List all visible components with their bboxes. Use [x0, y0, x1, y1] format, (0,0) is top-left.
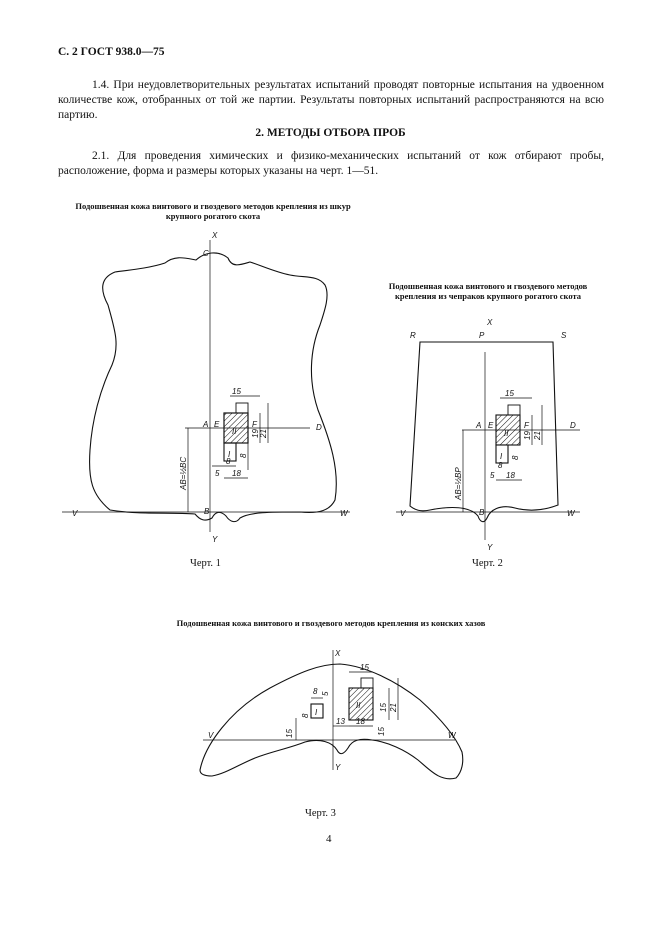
figure-1-dim-8h: 8	[226, 457, 231, 466]
figure-1-label-b: B	[204, 507, 210, 516]
figure-2-caption: Черт. 2	[472, 558, 503, 569]
figure-1-label-ab: AB=½BC	[179, 456, 188, 490]
figure-2-dim-15: 15	[505, 389, 514, 398]
figure-1-label-y: Y	[212, 535, 218, 544]
figure-1-label-f: F	[252, 420, 257, 429]
figure-1-dim-8v: 8	[239, 453, 248, 458]
figure-3-dim-15c: 15	[377, 727, 386, 736]
figure-3-dim-21: 21	[389, 703, 398, 712]
figure-1-label-v: V	[72, 509, 78, 518]
figure-3-dim-13: 13	[336, 717, 345, 726]
figure-3-dim-8a: 8	[313, 687, 318, 696]
figure-1-dim-19: 19	[251, 429, 260, 438]
figure-2-dim-5: 5	[490, 471, 495, 480]
figure-2-label-p: P	[479, 331, 485, 340]
figure-1-label-d: D	[316, 423, 322, 432]
figure-2-label-ii: II	[504, 429, 509, 438]
figure-3-label-w: W	[448, 731, 456, 740]
section-title: 2. МЕТОДЫ ОТБОРА ПРОБ	[255, 127, 406, 139]
figure-2-label-ab: AB=½BP	[454, 467, 463, 500]
figure-1-dim-21: 21	[259, 429, 268, 438]
figure-3-dim-15b: 15	[379, 703, 388, 712]
figure-2-label-s: S	[561, 331, 567, 340]
figure-1-dim-18: 18	[232, 469, 241, 478]
figure-2-label-v: V	[400, 509, 406, 518]
figure-2-dim-8v: 8	[511, 455, 520, 460]
figure-3-dim-15d: 15	[285, 729, 294, 738]
figure-3-dim-18: 18	[356, 717, 365, 726]
figure-3-dim-5: 5	[321, 691, 330, 696]
figure-3-label-i: I	[315, 708, 318, 717]
paragraph-1-4: 1.4. При неудовлетворительных результатах испытаний проводят повторные испытания на удвоенном количестве кож, отобранных от той же партии. Результаты повторных испытаний распространяются на всю партию.	[58, 79, 604, 121]
figure-2-dim-19: 19	[523, 431, 532, 440]
page-header: С. 2 ГОСТ 938.0—75	[58, 46, 165, 58]
figure-1-dim-5: 5	[215, 469, 220, 478]
figure-3-label-x: X	[335, 649, 341, 658]
figure-1-hide-outline	[90, 253, 337, 522]
figure-2-label-x: X	[487, 318, 493, 327]
figure-2-label-a: A	[476, 421, 482, 430]
figure-3-label-ii: II	[356, 701, 361, 710]
figure-2-label-w: W	[567, 509, 575, 518]
figure-1-label-w: W	[340, 509, 348, 518]
figure-1-dim-15: 15	[232, 387, 241, 396]
figure-3-caption: Черт. 3	[305, 808, 336, 819]
figure-1-label-a: A	[203, 420, 209, 429]
figure-1-title: Подошвенная кожа винтового и гвоздевого методов крепления из шкур крупного рогатого скота	[75, 201, 351, 221]
figure-2-dim-21: 21	[533, 431, 542, 440]
figure-3-dim-15a: 15	[360, 663, 369, 672]
figure-3-sample-2	[349, 688, 373, 720]
page-number: 4	[326, 833, 332, 845]
figure-2-label-b: B	[479, 508, 485, 517]
figure-3-hide-outline	[200, 664, 463, 779]
figure-3-title: Подошвенная кожа винтового и гвоздевого методов крепления из конских хазов	[176, 618, 486, 628]
figure-2-drawing	[396, 318, 580, 552]
figure-2-label-e: E	[488, 421, 494, 430]
figure-1-label-i: I	[228, 450, 231, 459]
figure-2-label-i: I	[500, 452, 503, 461]
paragraph-2-1: 2.1. Для проведения химических и физико-механических испытаний от кож отбирают пробы, расположение, форма и размеры которых указаны на черт. 1—51.	[58, 150, 604, 177]
figure-2-label-d: D	[570, 421, 576, 430]
figure-2-label-r: R	[410, 331, 416, 340]
figure-1-caption: Черт. 1	[190, 558, 221, 569]
figure-1-label-e: E	[214, 420, 220, 429]
figure-1-label-c: C	[203, 249, 209, 258]
figure-3-drawing	[200, 649, 463, 779]
figure-2-title: Подошвенная кожа винтового и гвоздевого методов крепления из чепраков крупного рогатого скота	[388, 281, 588, 301]
figure-1-label-ii: II	[232, 427, 237, 436]
figure-2-label-f: F	[524, 421, 529, 430]
figure-1-label-x: X	[212, 231, 218, 240]
figure-2-dim-18: 18	[506, 471, 515, 480]
figure-1-drawing	[62, 231, 350, 544]
figure-2-dim-8h: 8	[498, 461, 503, 470]
figure-3-dim-8b: 8	[301, 713, 310, 718]
figure-2-label-y: Y	[487, 543, 493, 552]
figure-3-label-v: V	[208, 731, 214, 740]
figure-3-label-y: Y	[335, 763, 341, 772]
